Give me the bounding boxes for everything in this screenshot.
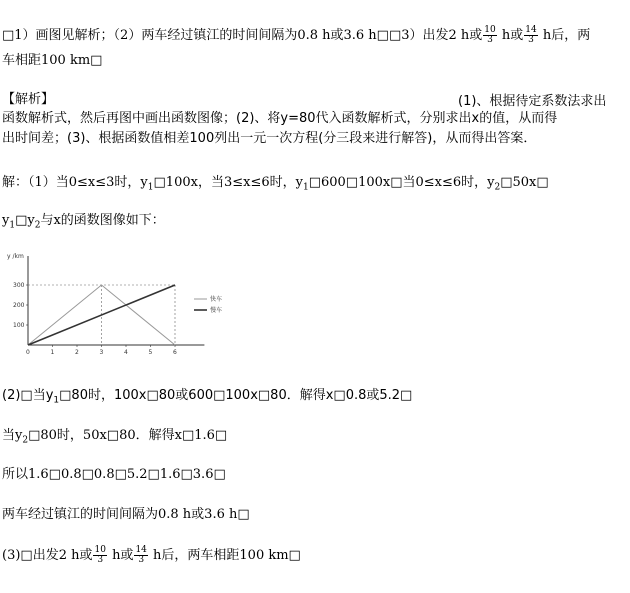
answer-line-2: 车相距100 km□ bbox=[2, 53, 103, 68]
answer-text-3: h后，两 bbox=[538, 28, 591, 43]
part2-line-2: 当$y_2□80$时，50x□80．解得x□1.6□ bbox=[2, 428, 228, 446]
analysis-heading: 【解析】 bbox=[2, 92, 55, 107]
part2-line-3: 所以1.6□0.8□0.8□5.2□1.6□3.6□ bbox=[2, 467, 226, 482]
legend-label-slow: 慢车 bbox=[210, 307, 223, 314]
answer-line-1 bbox=[2, 26, 590, 45]
function-graph bbox=[2, 250, 252, 360]
answer-text-1: □1）画图见解析；（2）两车经过镇江的时间间隔为0.8 h或3.6 h□□3）出发2 h或 bbox=[2, 28, 483, 43]
part3-line: (3)□出发2 h或 $\frac{10}{3}$ h或 $\frac{14}{3}$ h后，两车相距100 km□ bbox=[2, 545, 301, 565]
analysis-line-2: 函数解析式，然后再图中画出函数图像；(2)、将y=80代入函数解析式，分别求出x的值，从而得 bbox=[2, 111, 558, 126]
x-tick-label: 1 bbox=[50, 349, 55, 356]
analysis-line-1-tail: (1)、根据待定系数法求出 bbox=[458, 94, 607, 109]
part2-line-4: 两车经过镇江的时间间隔为0.8 h或3.6 h□ bbox=[2, 507, 250, 522]
fraction-14-3: $\frac{14}{3}$ bbox=[525, 25, 537, 45]
x-tick-label: 0 bbox=[26, 349, 30, 356]
y-axis-label: y /km bbox=[7, 253, 24, 260]
fraction-10-3: $\frac{10}{3}$ bbox=[94, 545, 106, 565]
x-tick-label: 3 bbox=[99, 349, 104, 356]
x-tick-label: 4 bbox=[124, 349, 128, 356]
fraction-14-3: $\frac{14}{3}$ bbox=[135, 545, 147, 565]
legend-label-fast: 快车 bbox=[210, 296, 223, 303]
part2-line-1: (2)□当$y_1□80$时，100x□80或600□100x□80．解得x□0.8或5.2□ bbox=[2, 388, 413, 406]
x-tick-label: 5 bbox=[148, 349, 153, 356]
y-tick-label: 300 bbox=[13, 282, 25, 289]
solution-line-2: $y_1□y_2$与x的函数图像如下： bbox=[2, 213, 165, 231]
x-tick-label: 6 bbox=[173, 349, 177, 356]
x-tick-label: 2 bbox=[75, 349, 79, 356]
answer-text-2: h或 bbox=[497, 28, 524, 43]
solution-line-1: 解：（1）当0≤x≤3时，$y_1□100x$，当3≤x≤6时，$y_1□600□100x□$当0≤x≤6时，$y_2□50x□$ bbox=[2, 175, 549, 193]
y-tick-label: 200 bbox=[13, 302, 25, 309]
fraction-10-3: $\frac{10}{3}$ bbox=[484, 25, 496, 45]
y-tick-label: 100 bbox=[13, 322, 25, 329]
analysis-line-3: 出时间差；(3)、根据函数值相差100列出一元一次方程(分三段来进行解答)，从而得出答案． bbox=[2, 131, 537, 146]
